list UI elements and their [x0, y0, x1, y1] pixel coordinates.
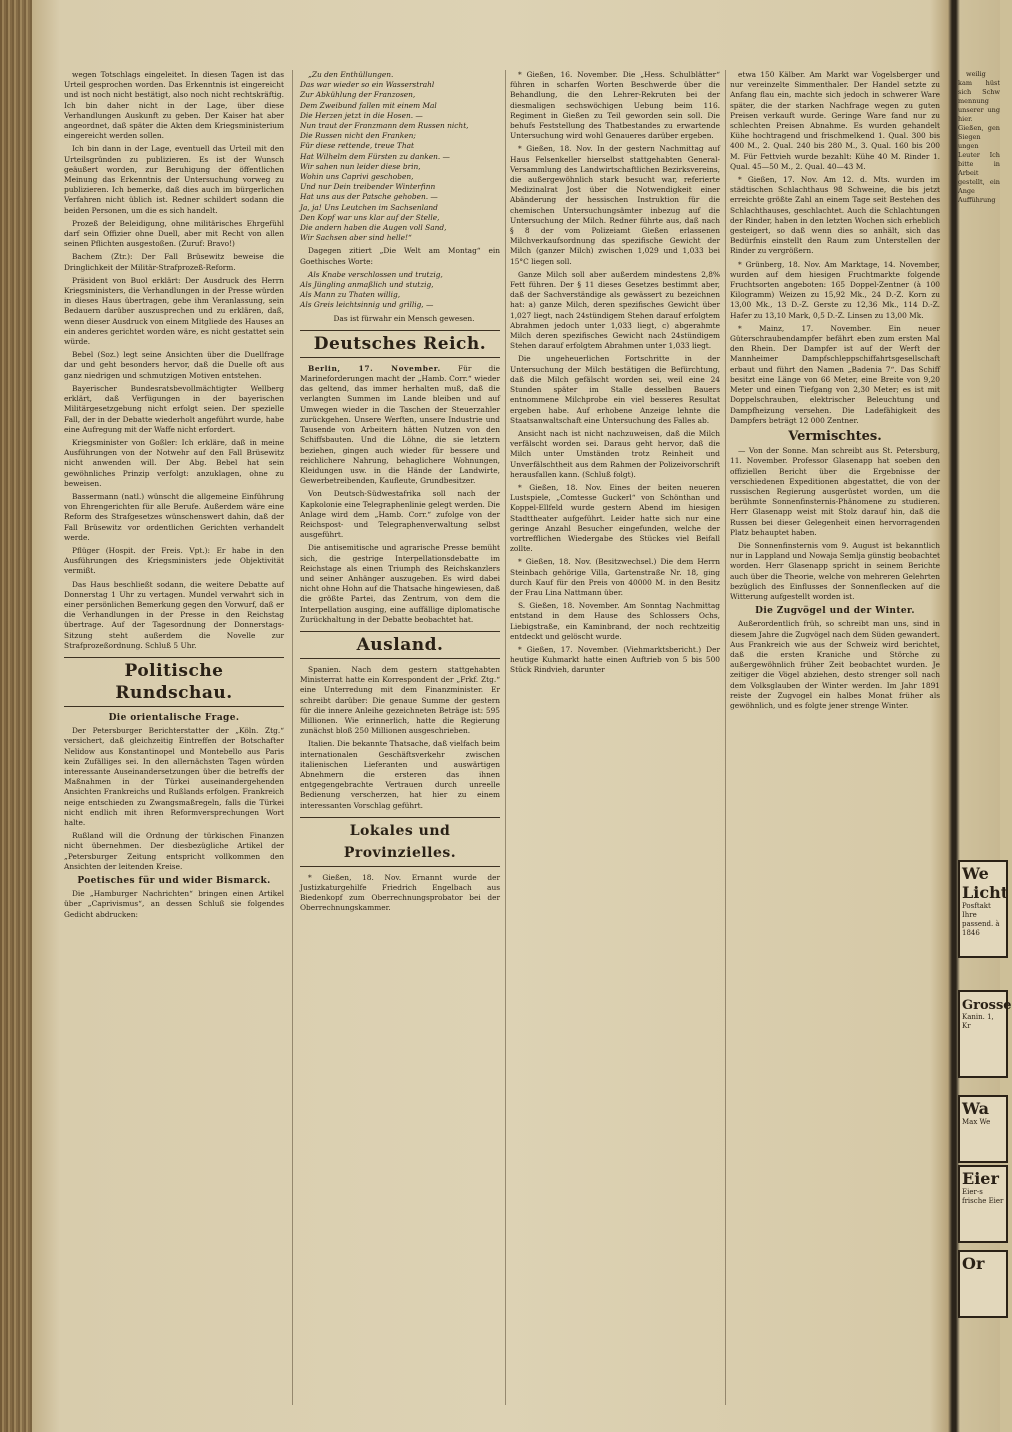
- spanien-text: Spanien. Nach dem gestern stattgehabten Ministerrat hatte ein Korrespondent der „Frkf. Ztg.“ eine Unterredung mit dem Finanzminister. Er schreibt darüber: Die genaue Summe der gestern für die innere Anleihe gezeichneten Beträge ist: 595 Millionen. Wie erinnerlich, hatte die Regierung zunächst bloß 250 Millionen ausgeschrieben.: [300, 664, 500, 736]
- ad5-big: Or: [962, 1254, 985, 1273]
- column-rule: [292, 70, 293, 1405]
- col1-pfluger: Pflüger (Hospit. der Freis. Vpt.): Er habe in den Ausführungen des Kriegsministers jede Objektivität vermißt.: [64, 545, 284, 576]
- italien-text: Italien. Die bekannte Thatsache, daß vielfach beim internationalen Geschäftsverkehr zwischen italienischen Lieferanten und auswärtigen Abnehmern die ersteren das ihnen entgegengebrachte Vertrauen durch unreelle Bedienung verscherzen, hat hier zu einem interessanten Vorschlag geführt.: [300, 739, 500, 810]
- subheading-zugvoegel: Die Zugvögel und der Winter.: [755, 606, 915, 617]
- berlin-text: Für die Marineforderungen macht der „Hamb. Corr.“ wieder das geltend, das immer herhalten muß, daß die verlangten Summen im Lande bleiben und auf Umwegen wieder in die Taschen der Steuerzahler zurückgehen. Unsere Werften, unsere Industrie und Tausende von Arbeitern hätten Nutzen von den Schiffsbauten. Und die Löhne, die sie letztern beziehen, gingen auch wieder für bessere und reichlichere Nahrung, behaglichere Wohnungen, Kleidungen usw. in die Hände der Landwirte, Gewerbetreibenden, Kaufleute, Grundbesitzer.: [300, 363, 500, 486]
- column-2: [300, 70, 500, 1405]
- zugvoegel-text: Außerordentlich früh, so schreibt man uns, sind in diesem Jahre die Zugvögel nach dem Süden gewandert. Aus Frankreich wie aus der Schweiz wird berichtet, daß die ersten Kraniche und Störche zu außergewöhnlich früher Zeit beobachtet wurden. Je zeitiger die Vögel abziehen, desto strenger soll nach dem Volksglauben der Winter werden. Im Jahr 1891 reiste der Zugvogel ein halbes Monat früher als gewöhnlich, und es folgte jener strenge Winter.: [730, 619, 940, 710]
- poem-intro: Dagegen zitiert „Die Welt am Montag“ ein Goethisches Worte:: [300, 246, 500, 266]
- giessen-viehmarkt: * Gießen, 17. November. (Viehmarktsbericht.) Der heutige Kuhmarkt hatte einen Auftrieb von 5 bis 500 Stück Rindvieh, darunter: [510, 644, 720, 675]
- giessen-kaminbrand: S. Gießen, 18. November. Am Sonntag Nachmittag entstand in dem Hause des Schlossers Ochs, Liebigstraße, ein Kaminbrand, der noch rechtzeitig entdeckt und gelöscht wurde.: [510, 601, 720, 641]
- nachweis-text: Ansicht nach ist nicht nachzuweisen, daß die Milch verfälscht worden sei. Daraus geht hervor, daß die Milch unter Umständen trotz Reinheit und Unverfälschtheit aus dem Rahmen der Polizeivorschrift herausfallen kann. (Schluß folgt).: [510, 428, 720, 479]
- col1-close: Das Haus beschließt sodann, die weitere Debatte auf Donnerstag 1 Uhr zu vertagen. Mundel verwahrt sich in einer persönlichen Bemerkung gegen den Vorwurf, daß er die Verhandlungen in der Presse in den Reichstag übertrage. Auf der Tagesordnung der Donnerstags-Sitzung steht außerdem die Novelle zur Strafprozeßordnung. Schluß 5 Uhr.: [64, 579, 284, 650]
- heading-vermischtes: Vermischtes.: [788, 428, 882, 444]
- heading-deutsches-reich: Deutsches Reich.: [300, 330, 500, 358]
- column-5-fragment: [958, 70, 1000, 850]
- schlachthaus-text: * Gießen, 17. Nov. Am 12. d. Mts. wurden im städtischen Schlachthaus 98 Schweine, die bis jetzt erreichte größte Zahl an einem Tage seit Bestehen des Schlachthauses, geschlachtet. Auch die Schlachtungen der Rinder, haben in den letzten Wochen sich erheblich gesteigert, so daß wenn dies so anhält, sich das Bedürfnis einstellt den Raum zum Unterstellen der Rinder zu vergrößern.: [730, 175, 940, 256]
- interpellation-text: Die antisemitische und agrarische Presse bemüht sich, die gestrige Interpellationsdebatte im Reichstage als einen Triumph des Reichskanzlers und seiner Anhänger auszugeben. Es wird dabei nicht ohne Hohn auf die Thatsache hingewiesen, daß die größte Partei, das Zentrum, von dem die Interpellation ausging, eine auffällige diplomatische Zurückhaltung in der Debatte beobachtet hat.: [300, 543, 500, 624]
- sonne-text-2: Die Sonnenfinsternis vom 9. August ist bekanntlich nur in Lappland und Nowaja Semlja günstig beobachtet worden. Herr Glasenapp spricht in seinem Berichte auch über die Theorie, welche von mehreren Gelehrten bezüglich des Einflusses der Sonnenflecken auf die Witterung aufgestellt worden ist.: [730, 540, 940, 601]
- markt-text: etwa 150 Kälber. Am Markt war Vogelsberger und nur vereinzelte Simmenthaler. Der Handel setzte zu Anfang flau ein, machte sich jedoch in schwerer Ware später, die der starken Nachfrage wegen zu guten Preisen verkauft wurde. Geringe Ware fand nur zu schlechten Preisen Abnahme. Es wurden gehandelt Kühe hochtragend und frischmelkend 1. Qual. 300 bis 400 M., 2. Qual. 240 bis 280 M., 3. Qual. 160 bis 200 M. Für Fettvieh wurde bezahlt: Kühe 40 M. Rinder 1. Qual. 45—50 M., 2. Qual. 40—43 M.: [730, 70, 940, 171]
- book-binding: [0, 0, 32, 1432]
- poem-enthuellungen: „Zu den Enthüllungen. Das war wieder so ein Wasserstrahl Zur Abkühlung der Franzosen, Dem Zweibund fallen mit einem Mal Die Herzen jetzt in die Hosen. — Nun traut der Franzmann dem Russen nicht, Die Russen nicht den Franken; Für diese rettende, treue That Hat Wilhelm dem Fürsten zu danken. — Wir sahen nun leider diese brin, Wohin uns Caprivi geschoben, Und nur Dein treibender Winterfinn Hat uns aus der Patsche gehoben. — Ja, ja! Uns Leutchen im Sachsenland Den Kopf war uns klar auf der Stelle, Die andern haben die Augen voll Sand, Wir Sachsen aber sind helle!“: [300, 70, 469, 243]
- col1-orient: Der Petersburger Berichterstatter der „Köln. Ztg.“ versichert, daß gleichzeitig Eintreffen der Botschafter Nelidow aus Konstantinopel und Montebello aus Paris kein Zufälliges sei. In den allernächsten Tagen würden interessante Auseinandersetzungen über die betreffs der Maßnahmen in der Türkei auseinandergehenden Ansichten Frankreichs und Rußlands erfolgen. Frankreich neige entschieden zu Zwangsmaßregeln, falls die Türkei nicht endlich mit ihren Reformversprechungen Wort halte.: [64, 726, 284, 827]
- giessen-besitzwechsel: * Gießen, 18. Nov. (Besitzwechsel.) Die dem Herrn Steinbach gehörige Villa, Gartenstraße Nr. 18, ging durch Kauf für den Preis von 40000 M. in den Besitz der Frau Lina Nattmann über.: [510, 557, 720, 597]
- col1-text-a: Ich bin dann in der Lage, eventuell das Urteil mit den Urteilsgründen zu publizieren. Es ist der Wunsch geäußert worden, zur Beruhigung der öffentlichen Meinung das Erkenntnis der Untersuchung vorweg zu publizieren. Ich bemerke, daß dies auch im bürgerlichen Verfahren nicht üblich ist. Redner schildert sodann die beiden Personen, um die es sich handelt.: [64, 144, 284, 215]
- dateline-berlin: Berlin, 17. November.: [308, 363, 441, 373]
- col1-bismarck: Die „Hamburger Nachrichten“ bringen einen Artikel über „Caprivismus“, an dessen Schluß sie folgendes Gedicht abdrucken:: [64, 889, 284, 919]
- ad-box-1: [958, 860, 1008, 958]
- giessen-versammlung: * Gießen, 18. Nov. In der gestern Nachmittag auf Haus Felsenkeller hierselbst stattgehabten General-Versammlung des Landwirtschaftlichen Bezirksvereins, die außergewöhnlich stark besucht war, referierte Medizinalrat Jost über die Notwendigkeit einer Abänderung der hessischen Instruktion für die chemischen Untersuchungsämter inbezug auf die Untersuchung der Milch. Redner führte aus, daß nach § 8 der vom Polizeiamt Gießen erlassenen Milchverkaufsordnung das spezifische Gewicht der Milch (ganzer Milch) zwischen 1,029 und 1,033 bei 15°C liegen soll.: [510, 144, 720, 266]
- ad2-big: Grosse: [962, 998, 1012, 1013]
- giessen-ernannt: * Gießen, 18. Nov. Ernannt wurde der Justizkaturgehilfe Friedrich Engelbach aus Biedenkopf zum Oberrechnungsprobator bei der Oberrechnungskammer.: [300, 872, 500, 913]
- col1-bebel: Bebel (Soz.) legt seine Ansichten über die Duellfrage dar und geht besonders hervor, daß die Duelle oft aus ganz niedrigen und schmutzigen Motiven entstehen.: [64, 350, 284, 380]
- milch-text-2: Die ungeheuerlichen Fortschritte in der Untersuchung der Milch bestätigen die Befürchtung, daß die Milch gefälscht worden sei, weil eine 24 Stunden später im Stalle desselben Bauers entnommene Milchprobe ein viel besseres Resultat ergeben habe. Auf erhobene Anzeige lehnte die Staatsanwaltschaft eine Untersuchung des Falles ab.: [510, 354, 720, 425]
- subheading-orient: Die orientalische Frage.: [108, 712, 240, 723]
- col1-bassermann: Bassermann (natl.) wünscht die allgemeine Einführung von Ehrengerichten für alle Berufe. Außerdem wäre eine Reform des Strafgesetzes wünschenswert dahin, daß der Fall Brüsewitz vor ordentlichen Gerichten verhandelt werde.: [64, 491, 284, 542]
- ad1-line2: Licht: [962, 883, 1009, 902]
- col1-vollmar: Bayerischer Bundesratsbevollmächtigter Wellberg erklärt, daß Verfügungen in der bayerischen Militärgesetzgebung nicht erfolgt seien. Der spezielle Fall, der in der Debatte wiederholt angeführt wurde, habe eine Aufregung mit der Waffe nicht erfordert.: [64, 383, 284, 434]
- column-rule: [505, 70, 506, 1405]
- ad1-small: Posftakt Ihre passend. à: [962, 902, 1000, 928]
- column-1: [64, 70, 284, 1405]
- poem-goethe: Als Knabe verschlossen und trutzig, Als Jüngling anmaßlich und stutzig, Als Mann zu Thaten willig, Als Greis leichtsinnig und grillig, —: [300, 269, 443, 310]
- ad3-big: Wa: [962, 1099, 989, 1118]
- ad-box-4: [958, 1165, 1008, 1243]
- col1-orient2: Rußland will die Ordnung der türkischen Finanzen nicht übernehmen. Der diesbezügliche Artikel der „Petersburger Zeitung entspricht vollkommen den Ansichten der leitenden Kreise.: [64, 831, 284, 871]
- fragment-text: weilig kam hüst sich Schw mennung unserer ung hier. Gießen, gen Siegen ungen Leuter Ich bitte in Arbeit gestellt, ein Ange Aufführung: [958, 70, 1000, 204]
- ad2-small: Kanin. 1, Kr: [962, 1013, 994, 1030]
- col1-intro: wegen Totschlags eingeleitet. In diesen Tagen ist das Urteil gesprochen worden. Das Erkenntnis ist eingereicht und ist noch nicht bestätigt, also noch nicht rechtskräftig. Ich bin daher nicht in der Lage, über diese Verhandlungen Auskunft zu geben. Der Kaiser hat aber angeordnet, daß später die Akten dem Kriegsministerium eingereicht werden sollen.: [64, 70, 284, 141]
- mainz-text: * Mainz, 17. November. Ein neuer Güterschraubendampfer befährt eben zum ersten Mal den Rhein. Der Dampfer ist auf der Werft der Mannheimer Dampfschleppschiffahrtsgesellschaft erbaut und führt den Namen „Badenia 7“. Das Schiff besitzt eine Länge von 66 Meter, eine Breite von 9,20 Meter und einen Tiefgang von 2,30 Meter; es ist mit Doppelschrauben, elektrischer Beleuchtung und Dampfheizung versehen. Die Ladefähigkeit des Dampfers beträgt 12 000 Zentner.: [730, 323, 940, 425]
- heading-politische-rundschau: Politische Rundschau.: [64, 657, 284, 707]
- ad3-line2: Max We: [962, 1118, 991, 1126]
- col1-buol: Präsident von Buol erklärt: Der Ausdruck des Herrn Kriegsministers, die Verhandlungen in der Presse würden in dieses Haus übertragen, gebe ihm Veranlassung, sein Bedauern darüber auszusprechen und zu erklären, daß, wenn dieser Ausdruck von einem Mitgliede des Hauses an ein anderes gerichtet worden wäre, es nicht gestattet sein würde.: [64, 275, 284, 347]
- column-4: [730, 70, 940, 1405]
- col1-gossler: Kriegsminister von Goßler: Ich erkläre, daß in meine Ausführungen von der Notwehr auf den Fall Brüsewitz nicht anwenden will. Der Abg. Bebel hat sein gewöhnliches Prinzip verfolgt: anzuklagen, ohne zu beweisen.: [64, 437, 284, 488]
- heading-ausland: Ausland.: [300, 631, 500, 659]
- poem-goethe-end: Das ist fürwahr ein Mensch gewesen.: [333, 313, 475, 323]
- giessen-schulblaetter: * Gießen, 16. November. Die „Hess. Schulblätter“ führen in scharfen Worten Beschwerde über die Behandlung, die den Lehrer-Rekruten bei der diesmaligen sechswöchigen Uebung beim 116. Regiment in Gießen zu Teil geworden sein soll. Die behufs Feststellung des Thatbestandes zu erwartende Untersuchung wird wohl Genaueres darüber ergeben.: [510, 70, 720, 141]
- gruenberg-text: * Grünberg, 18. Nov. Am Marktage, 14. November, wurden auf dem hiesigen Fruchtmarkte folgende Fruchtsorten angeboten: 165 Doppel-Zentner (à 100 Kilogramm) Weizen zu 15,92 Mk., 24 D.-Z. Korn zu 13,00 Mk., 13 D.-Z. Gerste zu 12,36 Mk., 114 D.-Z. Hafer zu 13,10 Mark, 0,5 D.-Z. Linsen zu 13,00 Mk.: [730, 259, 940, 320]
- column-3: [510, 70, 720, 1405]
- col1-bachem: Bachem (Ztr.): Der Fall Brüsewitz beweise die Dringlichkeit der Militär-Strafprozeß-Reform.: [64, 252, 284, 272]
- heading-lokales: Lokales und Provinzielles.: [300, 817, 500, 867]
- kapkolonie-text: Von Deutsch-Südwestafrika soll nach der Kapkolonie eine Telegraphenlinie gelegt werden. Die Anlage wird dem „Hamb. Corr.“ zufolge von der Reichspost- und Telegraphenverwaltung selbst ausgeführt.: [300, 489, 500, 540]
- ad-box-2: [958, 990, 1012, 1078]
- milch-text: Ganze Milch soll aber außerdem mindestens 2,8% Fett führen. Der § 11 dieses Gesetzes bestimmt aber, daß der Sachverständige als gewässert zu bezeichnen hat: a) ganze Milch, deren spezifisches Gewicht über 1,027 liegt, nach 24stündigem Stehen darauf erfolgtem Abrahmen jedoch unter 1,033 liegt, c) abgerahmte Milch deren spezifisches Gewicht nach 24stündigem Stehen darauf erfolgtem Abrahmen unter 1,033 liegt.: [510, 269, 720, 351]
- ad4-big: Eier: [962, 1169, 999, 1188]
- ad-box-5: [958, 1250, 1008, 1318]
- giessen-theater: * Gießen, 18. Nov. Eines der beiten neueren Lustspiele, „Comtesse Guckerl“ von Schönthan und Koppel-Ellfeld wurde gestern Abend im hiesigen Stadttheater aufgeführt. Leider hatte sich nur eine geringe Anzahl Besucher eingefunden, welche der vortrefflichen Wiedergabe des Stückes viel Beifall zollte.: [510, 482, 720, 554]
- ad4-small: Eier-s frische Eier: [962, 1188, 1004, 1205]
- ad-box-3: [958, 1095, 1008, 1163]
- ad1-year: 1846: [962, 929, 980, 937]
- sonne-text: — Von der Sonne. Man schreibt aus St. Petersburg, 11. November. Professor Glasenapp hat soeben den offiziellen Bericht über die Ergebnisse der verschiedenen Expeditionen abgestattet, die von der russischen Regierung ausgerüstet worden, um die berühmte Sonnenfinsternis-Phänomene zu studieren. Herr Glasenapp weist mit Stolz darauf hin, daß die Russen bei dieser Gelegenheit einen hervorragenden Platz behauptet haben.: [730, 446, 940, 537]
- subheading-bismarck: Poetisches für und wider Bismarck.: [77, 876, 271, 887]
- column-rule: [725, 70, 726, 1405]
- ad1-big: We: [962, 864, 989, 883]
- col1-text-b: Prozeß der Beleidigung, ohne militärisches Ehrgefühl darf sein Offizier ohne Duell, aber mit Recht von allen seinen Pflichten ausgestoßen. (Zuruf: Bravo!): [64, 218, 284, 249]
